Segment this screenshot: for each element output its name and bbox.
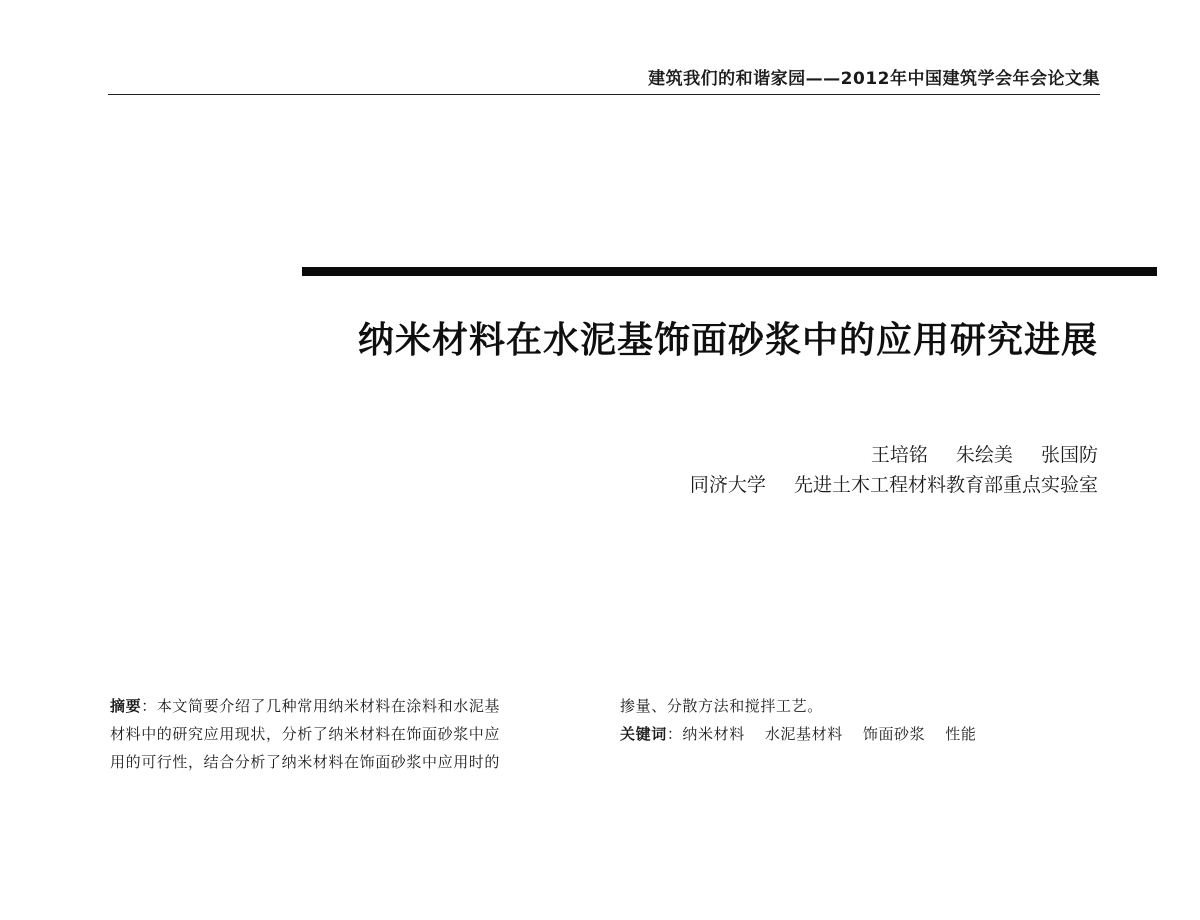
abstract-continuation: 掺量、分散方法和搅拌工艺。	[620, 697, 823, 715]
title-bar	[302, 267, 1157, 276]
keywords-line	[620, 720, 1100, 748]
affiliation	[690, 470, 1098, 497]
keyword: 纳米材料	[682, 725, 745, 743]
author-list	[871, 440, 1098, 467]
keywords-label: 关键词	[620, 725, 667, 743]
abstract-column	[110, 692, 592, 776]
affiliation-lab: 先进土木工程材料教育部重点实验室	[793, 474, 1098, 496]
abstract-label: 摘要	[110, 697, 142, 715]
header-rule	[108, 94, 1100, 95]
running-header: 建筑我们的和谐家园——2012年中国建筑学会年会论文集	[648, 69, 1100, 89]
abstract-line: 用的可行性，结合分析了纳米材料在饰面砂浆中应用时的	[110, 753, 501, 771]
paper-title: 纳米材料在水泥基饰面砂浆中的应用研究进展	[357, 320, 1098, 361]
abstract-separator: ：	[141, 697, 157, 715]
affiliation-institution: 同济大学	[689, 474, 766, 496]
keywords-separator: ：	[666, 725, 683, 743]
keyword: 性能	[945, 725, 977, 743]
abstract-line	[110, 692, 592, 720]
abstract-text: 本文简要介绍了几种常用纳米材料在涂料和水泥基	[156, 697, 501, 715]
author-name: 张国防	[1040, 444, 1098, 466]
keyword: 水泥基材料	[764, 725, 843, 743]
abstract-right-column	[620, 692, 1100, 748]
keyword: 饰面砂浆	[862, 725, 926, 743]
abstract-line: 材料中的研究应用现状，分析了纳米材料在饰面砂浆中应	[110, 725, 501, 743]
author-name: 王培铭	[870, 444, 928, 466]
author-name: 朱绘美	[955, 444, 1013, 466]
